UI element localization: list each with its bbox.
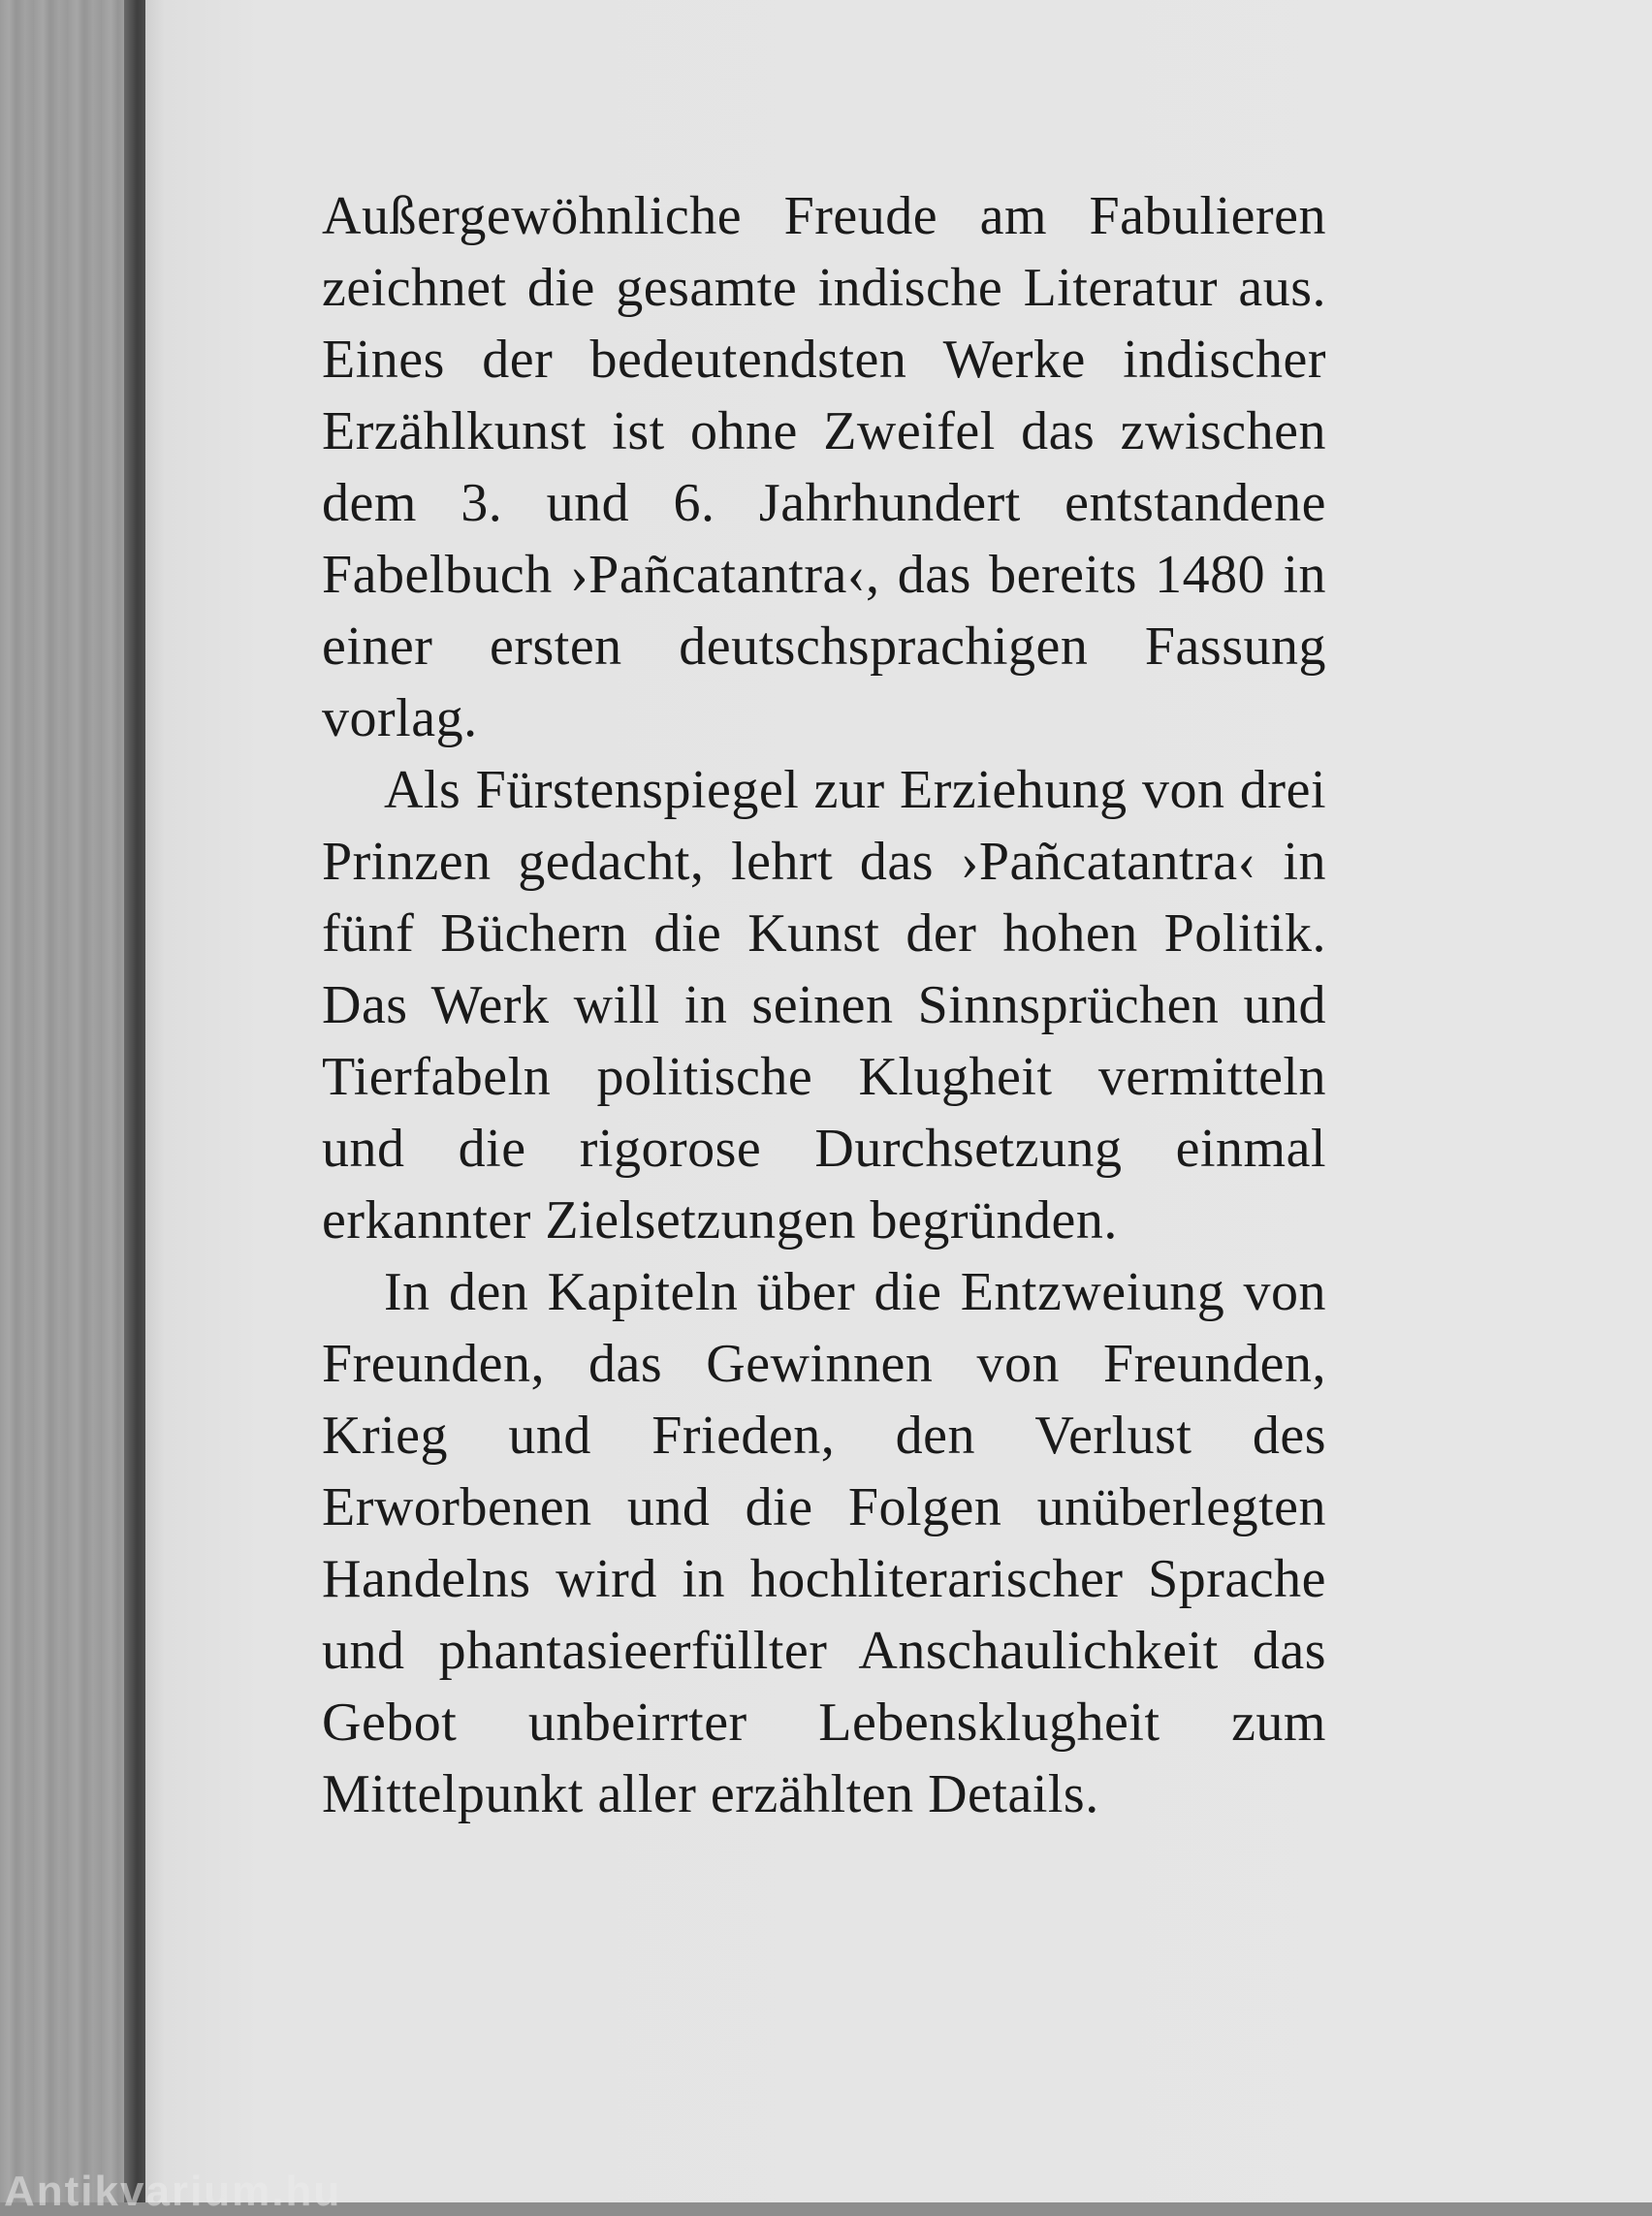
body-text: [322, 180, 1326, 1830]
watermark: Antikvarium.hu: [4, 2168, 342, 2215]
paragraph-2: Als Fürstenspiegel zur Erziehung von drei Prinzen gedacht, lehrt das ›Pañcatantra‹ in fünf Büchern die Kunst der hohen Politik. Das Werk will in seinen Sinnsprüchen und Tierfabeln politische Klugheit vermitteln und die rigorose Durchsetzung einmal erkannter Zielsetzungen begründen.: [322, 760, 1326, 1250]
paragraph-1: Außergewöhnliche Freude am Fabulieren zeichnet die gesamte indische Literatur aus. Eines der bedeutendsten Werke indischer Erzählkunst ist ohne Zweifel das zwischen dem 3. und 6. Jahrhundert entstandene Fabelbuch ›Pañcatantra‹, das bereits 1480 in einer ersten deutschsprachigen Fassung vorlag.: [322, 186, 1326, 748]
paragraph-3: In den Kapiteln über die Entzweiung von Freunden, das Gewinnen von Freunden, Krieg und Frieden, den Verlust des Erworbenen und die Folgen unüberlegten Handelns wird in hochliterarischer Sprache und phantasieerfüllter Anschaulichkeit das Gebot unbeirrter Lebensklugheit zum Mittelpunkt aller erzählten Details.: [322, 1262, 1326, 1824]
